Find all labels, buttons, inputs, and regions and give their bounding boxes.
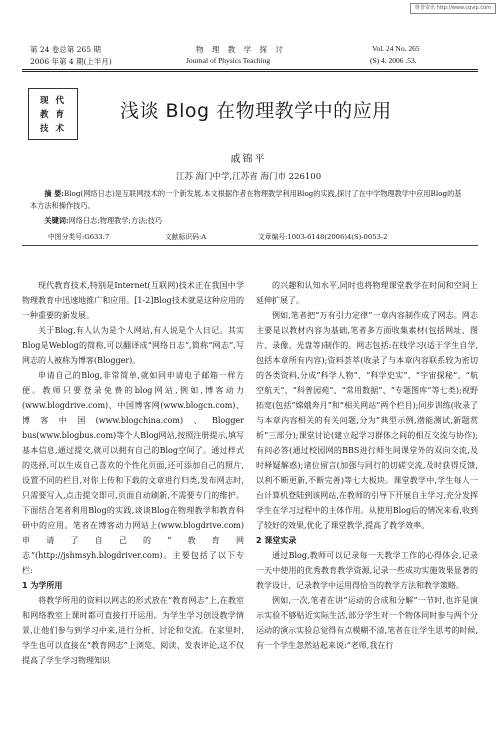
body-paragraph: 现代教育技术,特别是Internet(互联网)技术正在我国中学物理教育中迅速地推广和应用。[1-2]Blog技术就是这种应用的一种重要的新发展。	[22, 281, 244, 320]
author-affiliation: 江苏 海门中学,江苏省 海门市 226100	[175, 172, 322, 182]
body-paragraph: 关于Blog,有人认为是个人网站,有人说是个人日记。其实Blog是Weblog的简称,可以翻译成“网络日志”,简称“网志”,写网志的人被称为博客(Blogger)。	[22, 326, 244, 365]
issue-date: 2006 年第 4 期(上半月)	[30, 57, 112, 66]
section-divider	[22, 245, 478, 246]
body-paragraph: 通过Blog,教师可以记录每一天教学工作的心得体会,记录一天中使用的优秀教育教学资源,记录一些成功实施效果显著的教学设计、记录教学中运用得恰当的教学方法和教学策略。	[256, 551, 478, 590]
source-stamp: 维普资讯 http://www.cqvip.com	[410, 3, 496, 14]
body-paragraph: 申请自己的Blog,非常简单,就如同申请电子邮箱一样方便。教师只要登录免费的blog网站,例如,博客动力(www.blogdrive.com)、中国博客网(www.blogcn.com)、博客中国(www.blogchina.com)、Blogger bus(www.blogbus.com)等个人Blog网站,按照注册提示,填写基本信息,通过提交,就可以拥有自己的Blog空间了。通过样式的选择,可以生成自己喜欢的个性化页面,还可添加自己的照片,设置不同的栏目,对你上传和下载的文章进行归类,发布网志时,只需要写入,点击提交即可,页面自动刷新,不需要专门的维护。下面结合笔者利用Blog的实践,谈谈Blog在物理教学和教育科研中的应用。笔者在博客动力网站上(www.blogdrive.com)申请了自己的“教育网志”(http://jshmsyh.blogdriver.com)。主要包括了以下专栏:	[22, 371, 244, 575]
body-column-right	[256, 278, 478, 653]
author-name: 戚锦平	[230, 154, 267, 165]
header-rule-bottom	[22, 71, 478, 72]
body-paragraph: 将教学所用的资料以网志的形式放在“教育网志”上,在教室和网络教室上课时都可直接打开运用。为学生学习创设教学情景,让他们参与到学习中来,进行分析、讨论和交流。在家里时,学生也可以直接在“教育网志”上浏览、阅读、发表评论,这不仅提高了学生学习物理知识	[22, 596, 244, 665]
section-heading: 1 为学所用	[22, 581, 63, 590]
body-paragraph: 例如,一次,笔者在讲“运动的合成和分解”一节时,也许是演示实验不够贴近实际生活,部分学生对一个物体同时参与两个分运动的演示实验总觉得有点模糊不清,笔者在让学生思考的时候,有一个学生忽然站起来说:“老师,我在行	[256, 596, 478, 650]
body-paragraph: 的兴趣和认知水平,同时也将物理课堂教学在时间和空间上延伸扩展了。	[256, 281, 478, 305]
keywords	[30, 215, 468, 227]
badge-line-3: 技 术	[40, 124, 66, 134]
document-code: 文献标识码:A	[165, 233, 207, 241]
clc-number: 中图分类号:G633.7	[48, 233, 110, 241]
header-rule-top	[22, 69, 478, 70]
badge-line-1: 现 代	[40, 96, 66, 106]
keywords-label: 关键词:	[44, 216, 69, 225]
body-column-left	[22, 278, 244, 668]
body-paragraph: 例如,笔者把“万有引力定律”一章内容制作成了网志。网志主要是以教材内容为基础,笔者多方面收集素材(包括网址、图片、录像、光盘等)制作的。网志包括:在线学习(适于学生自学,包括本章所有内容);资料荟萃(收录了与本章内容联系较为密切的各类资料,分成“科学人物”、“科学史实”、“宇宙探秘”、“航空航天”、“科普园苑”、“常用数据”、“专题图库”等七类);视野拓宽(包括“嫦娥奔月”和“相关网站”两个栏目);同步训练(收录了与本章内容相关的有关问题,分为“典型示例,潜能测试,新题赏析”三部分);课堂讨论(建立起学习群体之间的相互交流与协作);有问必答(通过校园网的BBS进行师生间课堂外的双向交流,及时释疑解惑);诸位留言(加强与同行的切磋交流,及时获得反馈,以利不断更新,不断完善)等七大板块。课堂教学中,学生每人一台计算机登陆到该网站,在教师的引导下开展自主学习,充分发挥学生在学习过程中的主体作用。从使用Blog后的情况来看,收到了较好的效果,优化了课堂教学,提高了教学效率。	[256, 311, 478, 530]
keywords-text: 网络日志;物理教学;方法;技巧	[68, 216, 163, 225]
abstract	[30, 188, 468, 212]
abstract-label: 摘 要:	[44, 189, 64, 198]
page-range: (S) 4. 2006 .53.	[370, 56, 417, 65]
article-title: 浅谈 Blog 在物理教学中的应用	[120, 100, 392, 122]
article-id: 文章编号:1003-6148(2006)4(S)-0053-2	[258, 233, 388, 241]
journal-title-cn: 物 理 教 学 探 讨	[196, 45, 286, 54]
volume-number: Vol. 24 No. 265	[372, 44, 420, 53]
column-badge	[28, 88, 78, 140]
issue-volume: 第 24 卷总第 265 期	[30, 45, 101, 54]
badge-line-2: 教 育	[40, 110, 66, 120]
section-heading: 2 课堂实录	[256, 536, 297, 545]
journal-title-en: Journal of Physics Teaching	[186, 56, 271, 65]
abstract-text: Blog(网络日志)是互联网技术的一个新发展,本文根据作者在物理教学利用Blog的实践,探讨了在中学物理教学中应用Blog的基本方法和操作技巧。	[30, 189, 462, 210]
